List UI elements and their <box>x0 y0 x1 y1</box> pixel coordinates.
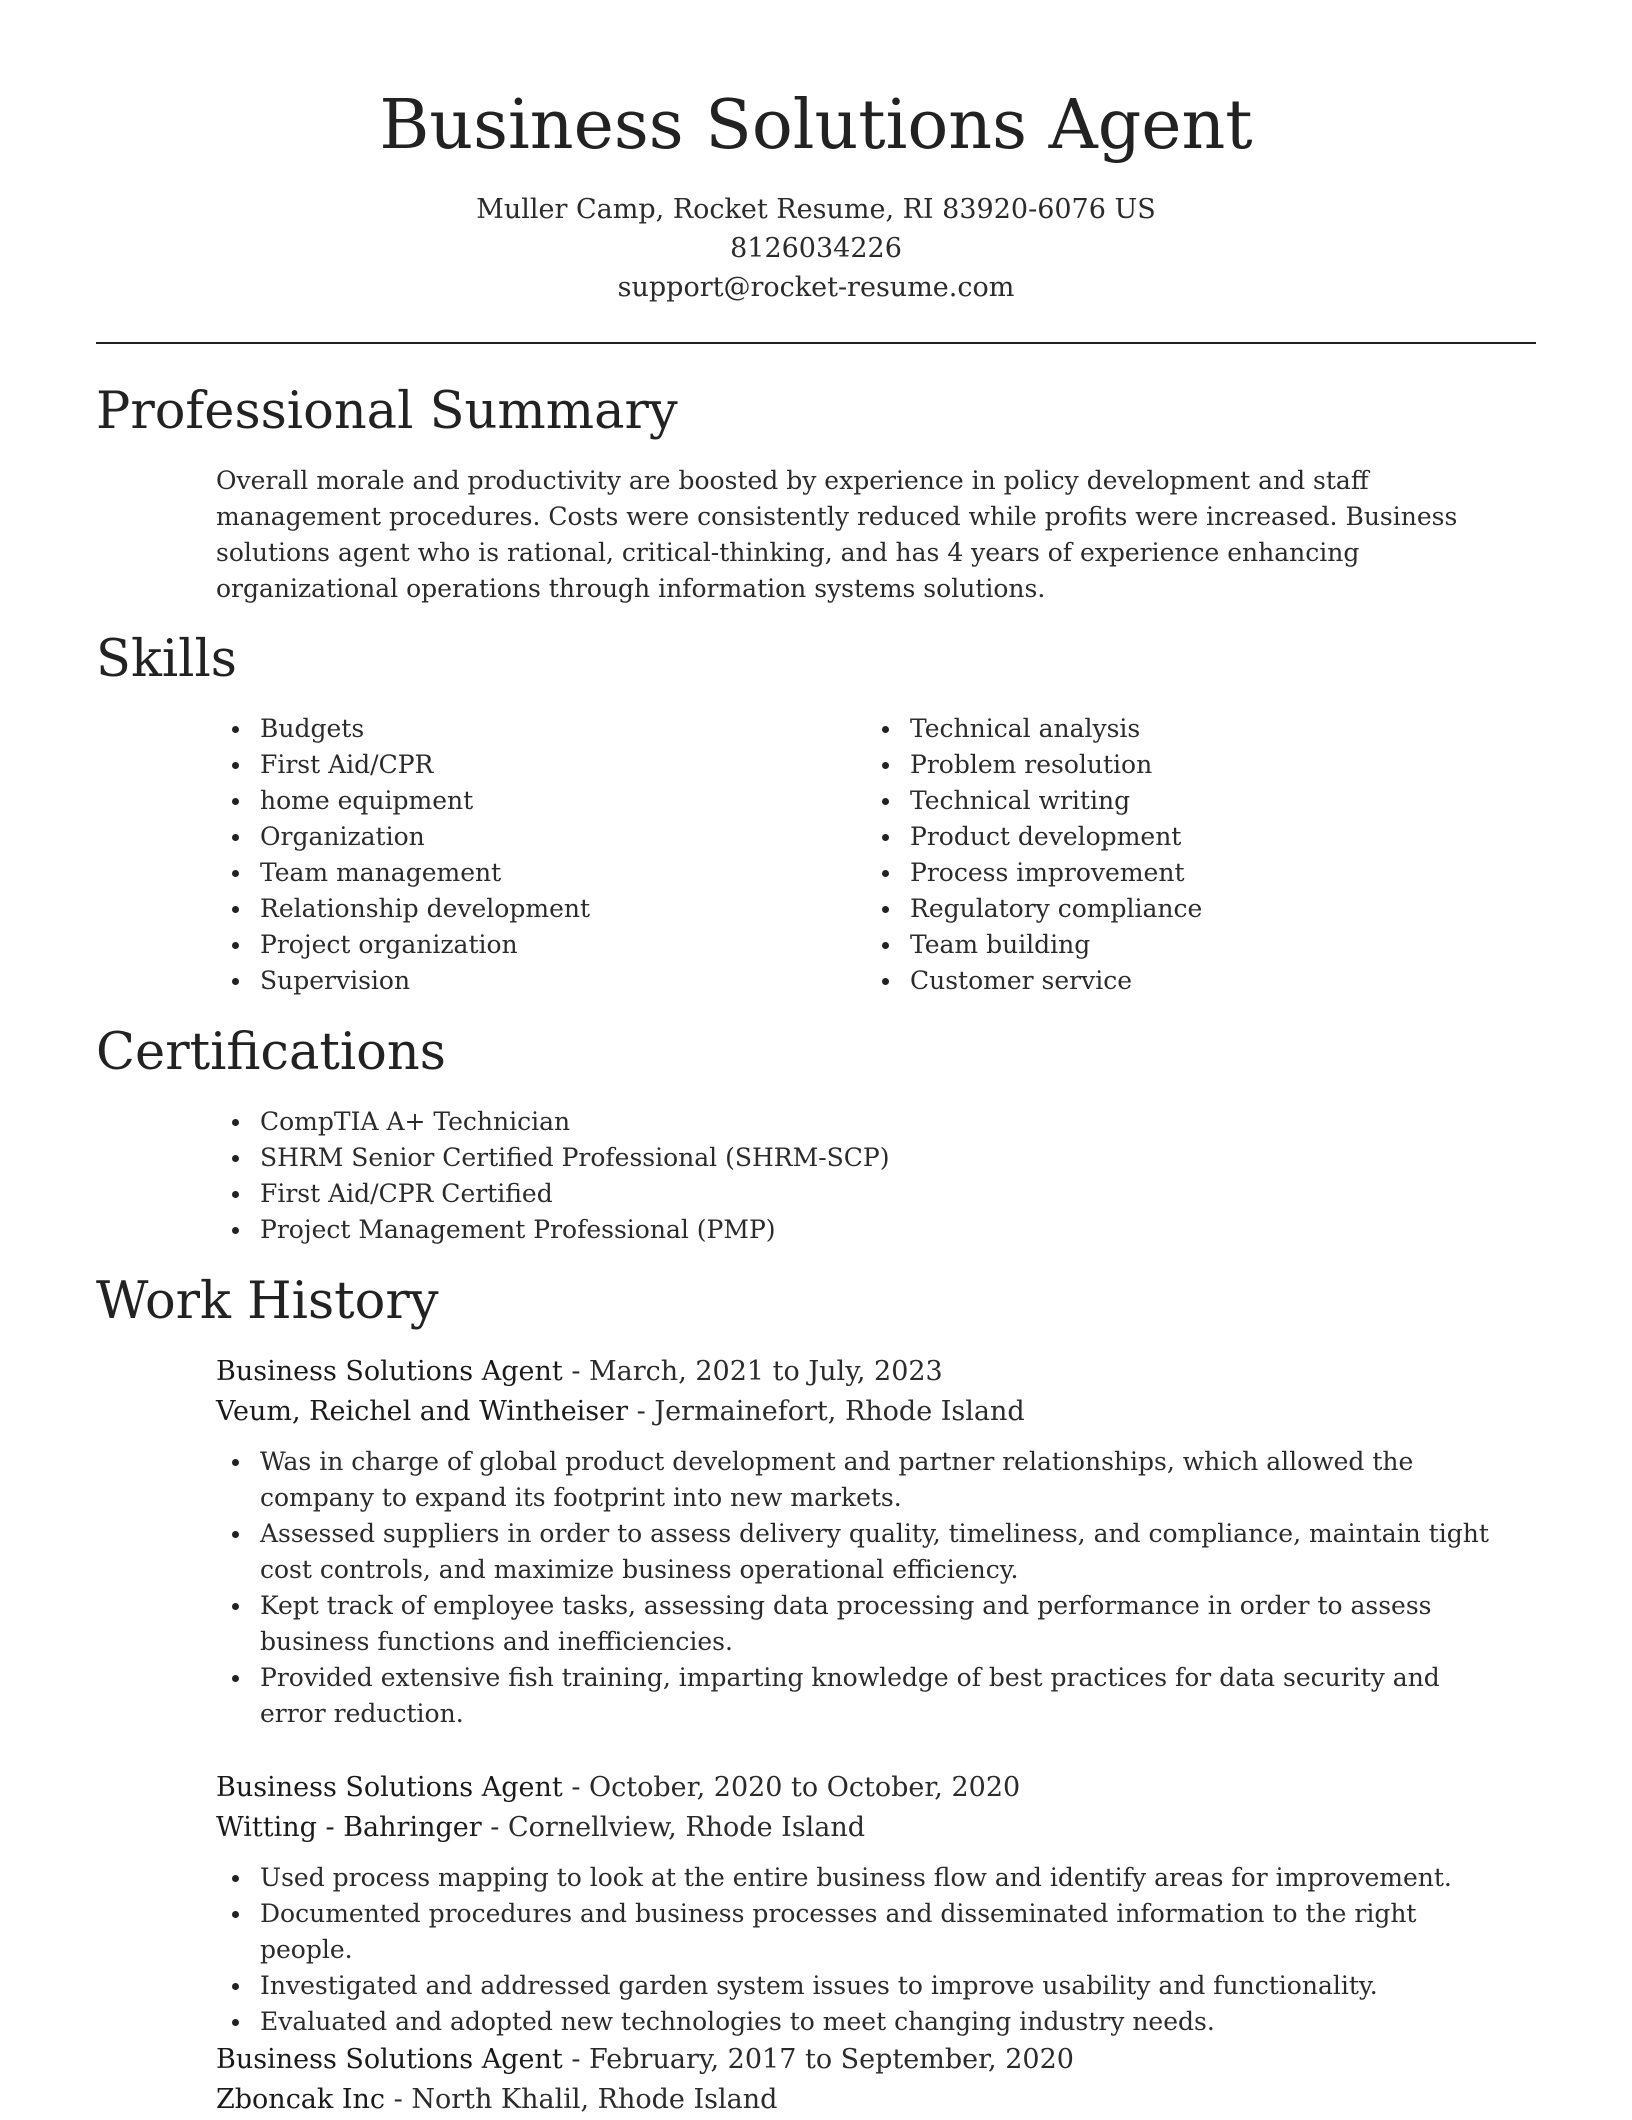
job-bullet: Documented procedures and business processes and disseminated information to the right people. <box>216 1896 1506 1968</box>
job-title-line <box>216 1352 1506 1392</box>
separator: - <box>562 1356 590 1387</box>
skill-item: First Aid/CPR <box>216 747 816 783</box>
skills-list-right <box>866 711 1466 999</box>
job-bullet: Evaluated and adopted new technologies to meet changing industry needs. <box>216 2004 1506 2040</box>
job-company-line <box>216 1808 1506 1848</box>
separator: - <box>562 2044 590 2075</box>
job-bullet: Used process mapping to look at the entire business flow and identify areas for improvement. <box>216 1860 1506 1896</box>
header-divider <box>96 342 1536 344</box>
skill-item: Technical analysis <box>866 711 1466 747</box>
job-company-line <box>216 1392 1506 1432</box>
job-bullet: Investigated and addressed garden system issues to improve usability and functionality. <box>216 1968 1506 2004</box>
job-location: North Khalil, Rhode Island <box>411 2084 778 2115</box>
job-role: Business Solutions Agent <box>216 2044 563 2075</box>
separator: - <box>562 1772 590 1803</box>
job-bullets <box>216 1444 1506 1732</box>
job-role: Business Solutions Agent <box>216 1356 563 1387</box>
job-company: Zboncak Inc <box>216 2084 386 2115</box>
skill-item: Problem resolution <box>866 747 1466 783</box>
job-company: Witting - Bahringer <box>216 1812 482 1843</box>
job-role: Business Solutions Agent <box>216 1772 563 1803</box>
skills-heading: Skills <box>96 630 237 689</box>
phone: 8126034226 <box>730 233 902 264</box>
work-history-heading: Work History <box>96 1272 439 1331</box>
skill-item: Organization <box>216 819 816 855</box>
certification-item: CompTIA A+ Technician <box>216 1104 1416 1140</box>
resume-name: Business Solutions Agent <box>379 86 1253 165</box>
skill-item: Project organization <box>216 927 816 963</box>
skill-item: Product development <box>866 819 1466 855</box>
summary-heading: Professional Summary <box>96 382 678 441</box>
job-entry <box>216 2040 1506 2120</box>
job-entry <box>216 1352 1506 1732</box>
job-bullet: Provided extensive fish training, imparting knowledge of best practices for data security and error reduction. <box>216 1660 1506 1732</box>
job-dates: March, 2021 to July, 2023 <box>589 1356 943 1387</box>
skills-list-left <box>216 711 816 999</box>
separator: - <box>385 2084 412 2115</box>
skill-item: Customer service <box>866 963 1466 999</box>
separator: - <box>481 1812 508 1843</box>
certification-item: SHRM Senior Certified Professional (SHRM-SCP) <box>216 1140 1416 1176</box>
certification-item: First Aid/CPR Certified <box>216 1176 1416 1212</box>
certification-item: Project Management Professional (PMP) <box>216 1212 1416 1248</box>
job-bullets <box>216 1860 1506 2040</box>
job-location: Cornellview, Rhode Island <box>507 1812 866 1843</box>
job-dates: February, 2017 to September, 2020 <box>589 2044 1074 2075</box>
certifications-list <box>216 1104 1416 1248</box>
certifications-heading: Certifications <box>96 1023 446 1082</box>
job-bullet: Kept track of employee tasks, assessing data processing and performance in order to assess business functions and inefficiencies. <box>216 1588 1506 1660</box>
separator: - <box>628 1396 655 1427</box>
skill-item: Budgets <box>216 711 816 747</box>
job-entry <box>216 1768 1506 2040</box>
job-bullet: Assessed suppliers in order to assess delivery quality, timeliness, and compliance, maintain tight cost controls, and maximize business operational efficiency. <box>216 1516 1506 1588</box>
skill-item: Technical writing <box>866 783 1466 819</box>
skill-item: Team building <box>866 927 1466 963</box>
skill-item: Supervision <box>216 963 816 999</box>
summary-text: Overall morale and productivity are boosted by experience in policy development and staff management procedures. Costs were consistently reduced while profits were increased. Business solutions agent who is rational, critical-thinking, and has 4 years of experience enhancing organizational operations through information systems solutions. <box>216 466 1458 603</box>
job-title-line <box>216 1768 1506 1808</box>
skill-item: Team management <box>216 855 816 891</box>
job-title-line <box>216 2040 1506 2080</box>
skill-item: Regulatory compliance <box>866 891 1466 927</box>
email: support@rocket-resume.com <box>617 272 1015 303</box>
address: Muller Camp, Rocket Resume, RI 83920-6076 US <box>476 194 1156 225</box>
skill-item: Relationship development <box>216 891 816 927</box>
skill-item: home equipment <box>216 783 816 819</box>
job-company: Veum, Reichel and Wintheiser <box>216 1396 629 1427</box>
contact-info <box>0 190 1632 307</box>
job-bullet: Was in charge of global product development and partner relationships, which allowed the company to expand its footprint into new markets. <box>216 1444 1506 1516</box>
skill-item: Process improvement <box>866 855 1466 891</box>
job-dates: October, 2020 to October, 2020 <box>589 1772 1021 1803</box>
job-location: Jermainefort, Rhode Island <box>654 1396 1025 1427</box>
job-company-line <box>216 2080 1506 2120</box>
